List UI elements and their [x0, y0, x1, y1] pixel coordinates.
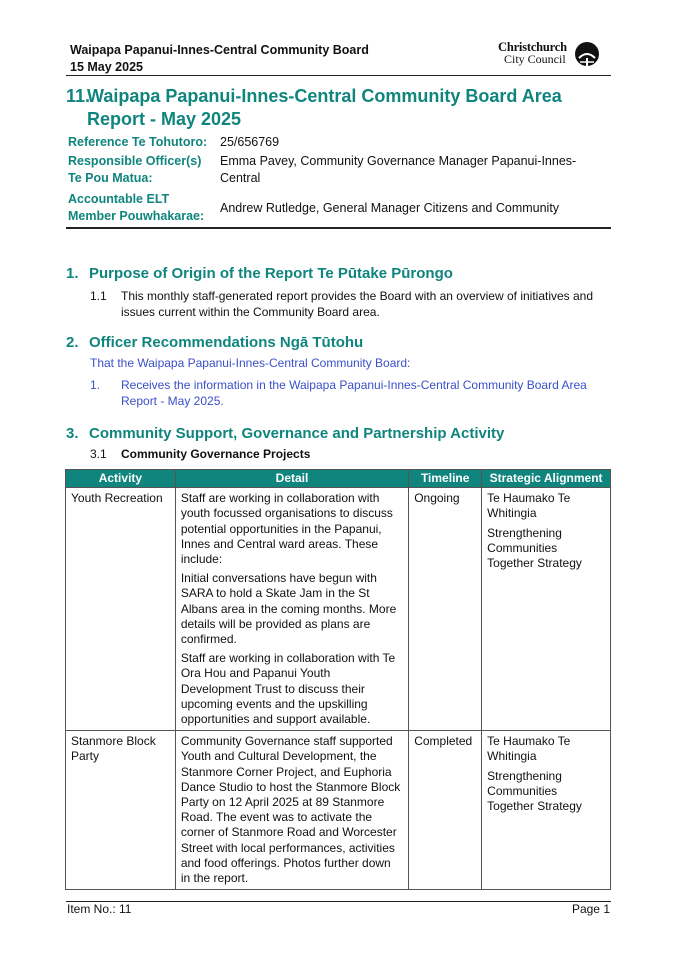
alignment-item: Te Haumako Te Whitingia	[487, 734, 571, 764]
alignment-item: Strengthening Communities Together Strategy	[487, 525, 582, 571]
timeline-cell: Completed	[409, 731, 482, 890]
council-emblem-icon	[574, 41, 600, 67]
detail-paragraph: Initial conversations have begun with SARA to hold a Skate Jam in the St Albans area in the coming months. More details will be provided as plans are confirmed.	[180, 571, 397, 647]
activity-cell: Stanmore Block Party	[66, 731, 176, 890]
column-header: Activity	[66, 470, 176, 488]
alignment-item: Strengthening Communities Together Strategy	[487, 768, 582, 814]
subsection-number: 3.1	[90, 447, 107, 461]
header-rule	[66, 75, 611, 76]
timeline-cell: Ongoing	[409, 488, 482, 731]
logo-line1: Christchurch	[498, 40, 567, 54]
table-header-row	[66, 470, 611, 488]
alignment-cell	[482, 488, 611, 731]
board-name: Waipapa Papanui-Innes-Central Community Board	[70, 43, 369, 57]
column-header: Detail	[175, 470, 408, 488]
footer-item-number: Item No.: 11	[67, 902, 132, 916]
meta-value: Andrew Rutledge, General Manager Citizens and Community	[220, 201, 560, 215]
logo-line2: City Council	[504, 52, 566, 66]
detail-paragraph: Staff are working in collaboration with Te Ora Hou and Papanui Youth Development Trust to discuss their upcoming events and the upskilling opportunities and support available.	[180, 651, 396, 727]
subsection-heading: Community Governance Projects	[121, 447, 311, 461]
meta-rule	[66, 227, 611, 229]
report-title-text: Waipapa Papanui-Innes-Central Community Board Area Report - May 2025	[87, 86, 562, 129]
governance-projects-table	[65, 469, 611, 890]
council-logo	[498, 41, 608, 67]
detail-cell	[175, 488, 408, 731]
recommendation-text: Receives the information in the Waipapa Papanui-Innes-Central Community Board Area Report - May 2025.	[121, 378, 587, 408]
column-header: Timeline	[409, 470, 482, 488]
column-header: Strategic Alignment	[482, 470, 611, 488]
footer-rule	[66, 901, 611, 902]
alignment-cell	[482, 731, 611, 890]
detail-paragraph: Community Governance staff supported Youth and Cultural Development, the Stanmore Corner Project, and Euphoria Dance Studio to host the Stanmore Block Party on 12 April 2025 at 89 Stanmore Road. The event was to activate the corner of Stanmore Road and Worcester Street with local performances, activities and food offerings. Photos further down in the report.	[180, 734, 401, 886]
detail-cell	[175, 731, 408, 890]
purpose-text: This monthly staff-generated report provides the Board with an overview of initiatives and issues current within the Community Board area.	[121, 289, 594, 319]
table-row	[66, 488, 611, 731]
meeting-date: 15 May 2025	[70, 60, 143, 74]
meta-value: Emma Pavey, Community Governance Manager Papanui-Innes-Central	[220, 154, 577, 185]
recommendation-number: 1.	[90, 378, 101, 392]
table-row	[66, 731, 611, 890]
recommendation-intro: That the Waipapa Papanui-Innes-Central Community Board:	[90, 356, 411, 370]
alignment-item: Te Haumako Te Whitingia	[487, 491, 571, 521]
activity-cell: Youth Recreation	[66, 488, 176, 731]
meta-label: Reference Te Tohutoro:	[68, 135, 208, 149]
report-number: 11.	[66, 86, 91, 106]
purpose-number: 1.1	[90, 289, 107, 303]
meta-label: Responsible Officer(s) Te Pou Matua:	[68, 154, 202, 185]
meta-value: 25/656769	[220, 135, 280, 149]
footer-page-number: Page 1	[571, 902, 610, 916]
detail-paragraph: Staff are working in collaboration with youth focussed organisations to discuss potential opportunities in the Papanui, Innes and Central ward areas. These include:	[180, 491, 393, 567]
meta-label: Accountable ELT Member Pouwhakarae:	[68, 192, 205, 223]
